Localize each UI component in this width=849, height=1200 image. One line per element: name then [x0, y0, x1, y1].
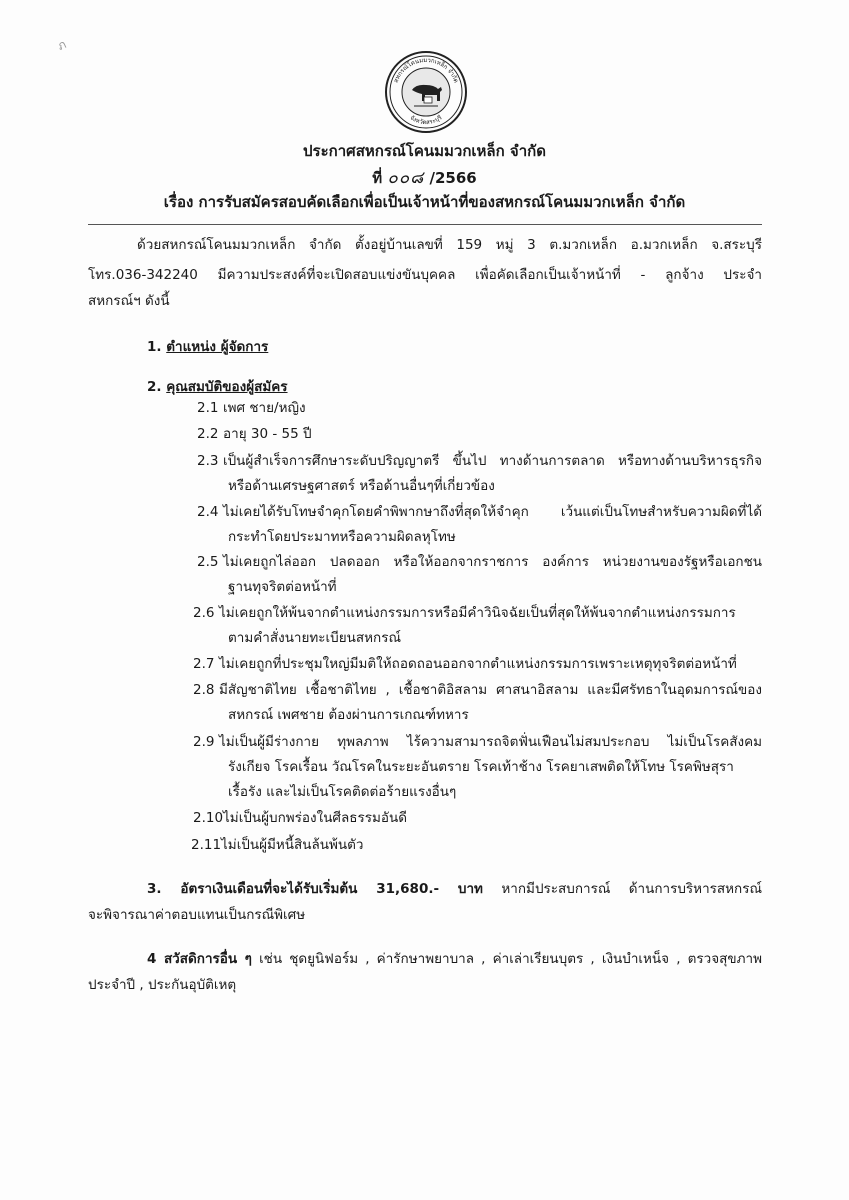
qualification-text: ไม่เคยถูกที่ประชุมใหญ่มีมติให้ถอดถอนออกจากตำแหน่งกรรมการเพราะเหตุทุจริตต่อหน้าที่ [219, 656, 737, 672]
qualification-text: ไม่เป็นผู้มีหนี้สินล้นพ้นตัว [221, 837, 364, 853]
qualification-text: อายุ 30 - 55 ปี [223, 426, 312, 442]
qualification-text: เรื้อรัง และไม่เป็นโรคติดต่อร้ายแรงอื่นๆ [228, 784, 457, 800]
number-prefix: ที่ [372, 169, 383, 187]
qualification-number: 2.2 [197, 426, 219, 442]
section-4-line-1: 4 สวัสดิการอื่น ๆ เช่น ชุดยูนิฟอร์ม , ค่ารักษาพยาบาล , ค่าเล่าเรียนบุตร , เงินบำเหน็จ , ตรวจสุขภาพ [147, 951, 762, 967]
qualification-text: เป็นผู้สำเร็จการศึกษาระดับปริญญาตรี ขึ้นไป ทางด้านการตลาด หรือทางด้านบริหารธุรกิจ [223, 453, 762, 469]
intro-line-3: สหกรณ์ฯ ดังนี้ [88, 293, 170, 309]
qualification-text: ไม่เคยถูกให้พ้นจากตำแหน่งกรรมการหรือมีคำวินิจฉัยเป็นที่สุดให้พ้นจากตำแหน่งกรรมการ [219, 605, 736, 621]
announcement-number [0, 164, 849, 191]
qualification-number: 2.1 [197, 400, 219, 416]
qualification-number: 2.9 [193, 734, 215, 750]
header-divider [88, 224, 762, 225]
qualification-text: ไม่เป็นผู้มีร่างกาย ทุพลภาพ ไร้ความสามารถจิตฟั่นเฟือนไม่สมประกอบ ไม่เป็นโรคสังคม [219, 734, 762, 750]
section-3-line-1: 3. อัตราเงินเดือนที่จะได้รับเริ่มต้น 31,680.- บาท หากมีประสบการณ์ ด้านการบริหารสหกรณ์ [147, 881, 763, 897]
qualification-text: หรือด้านเศรษฐศาสตร์ หรือด้านอื่นๆที่เกี่ยวข้อง [228, 478, 495, 494]
cooperative-seal-logo [384, 50, 468, 134]
qualification-number: 2.7 [193, 656, 215, 672]
section-1-heading: 1. ตำแหน่ง ผู้จัดการ [147, 339, 269, 355]
svg-text:จังหวัดสระบุรี: จังหวัดสระบุรี [408, 114, 444, 127]
qualification-number: 2.4 [197, 504, 219, 520]
section-4-line-2: ประจำปี , ประกันอุบัติเหตุ [88, 977, 237, 993]
qualification-number: 2.5 [197, 554, 219, 570]
qualification-text: กระทำโดยประมาทหรือความผิดลหุโทษ [228, 529, 456, 545]
qualification-text: ตามคำสั่งนายทะเบียนสหกรณ์ [228, 630, 401, 646]
margin-scribble: ภ [55, 37, 69, 54]
qualification-text: สหกรณ์ เพศชาย ต้องผ่านการเกณฑ์ทหาร [228, 707, 469, 723]
qualification-text: ไม่เคยถูกไล่ออก ปลดออก หรือให้ออกจากราชการ องค์การ หน่วยงานของรัฐหรือเอกชน [223, 554, 762, 570]
announcement-subject: เรื่อง การรับสมัครสอบคัดเลือกเพื่อเป็นเจ้าหน้าที่ของสหกรณ์โคนมมวกเหล็ก จำกัด [163, 193, 686, 211]
qualification-number: 2.6 [193, 605, 215, 621]
number-suffix: /2566 [429, 169, 477, 187]
qualification-text: มีสัญชาติไทย เชื้อชาติไทย , เชื้อชาติอิสลาม ศาสนาอิสลาม และมีศรัทธาในอุดมการณ์ของ [219, 682, 762, 698]
qualification-number: 2.8 [193, 682, 215, 698]
section-3-line-2: จะพิจารณาค่าตอบแทนเป็นกรณีพิเศษ [88, 907, 306, 923]
qualification-number: 2.3 [197, 453, 219, 469]
handwritten-number: ๐๐๘ [387, 168, 425, 188]
intro-line-2: โทร.036-342240 มีความประสงค์ที่จะเปิดสอบแข่งขันบุคคล เพื่อคัดเลือกเป็นเจ้าหน้าที่ - ลูกจ้าง ประจำ [88, 267, 762, 283]
qualification-text: ไม่เคยได้รับโทษจำคุกโดยคำพิพากษาถึงที่สุดให้จำคุก เว้นแต่เป็นโทษสำหรับความผิดที่ได้ [223, 504, 762, 520]
qualification-number: 2.10 [193, 810, 224, 826]
announcement-title: ประกาศสหกรณ์โคนมมวกเหล็ก จำกัด [303, 142, 546, 160]
qualification-number: 2.11 [191, 837, 222, 853]
intro-line-1: ด้วยสหกรณ์โคนมมวกเหล็ก จำกัด ตั้งอยู่บ้านเลขที่ 159 หมู่ 3 ต.มวกเหล็ก อ.มวกเหล็ก จ.สระบุรี [137, 237, 762, 253]
qualification-text: เพศ ชาย/หญิง [223, 400, 306, 416]
qualification-text: รังเกียจ โรคเรื้อน วัณโรคในระยะอันตราย โรคเท้าช้าง โรคยาเสพติดให้โทษ โรคพิษสุรา [228, 759, 734, 775]
svg-text:สหกรณ์โคนมมวกเหล็ก จำกัด: สหกรณ์โคนมมวกเหล็ก จำกัด [392, 56, 460, 84]
qualification-text: ฐานทุจริตต่อหน้าที่ [228, 579, 337, 595]
section-2-heading: 2. คุณสมบัติของผู้สมัคร [147, 379, 288, 395]
qualification-text: ไม่เป็นผู้บกพร่องในศีลธรรมอันดี [223, 810, 408, 826]
